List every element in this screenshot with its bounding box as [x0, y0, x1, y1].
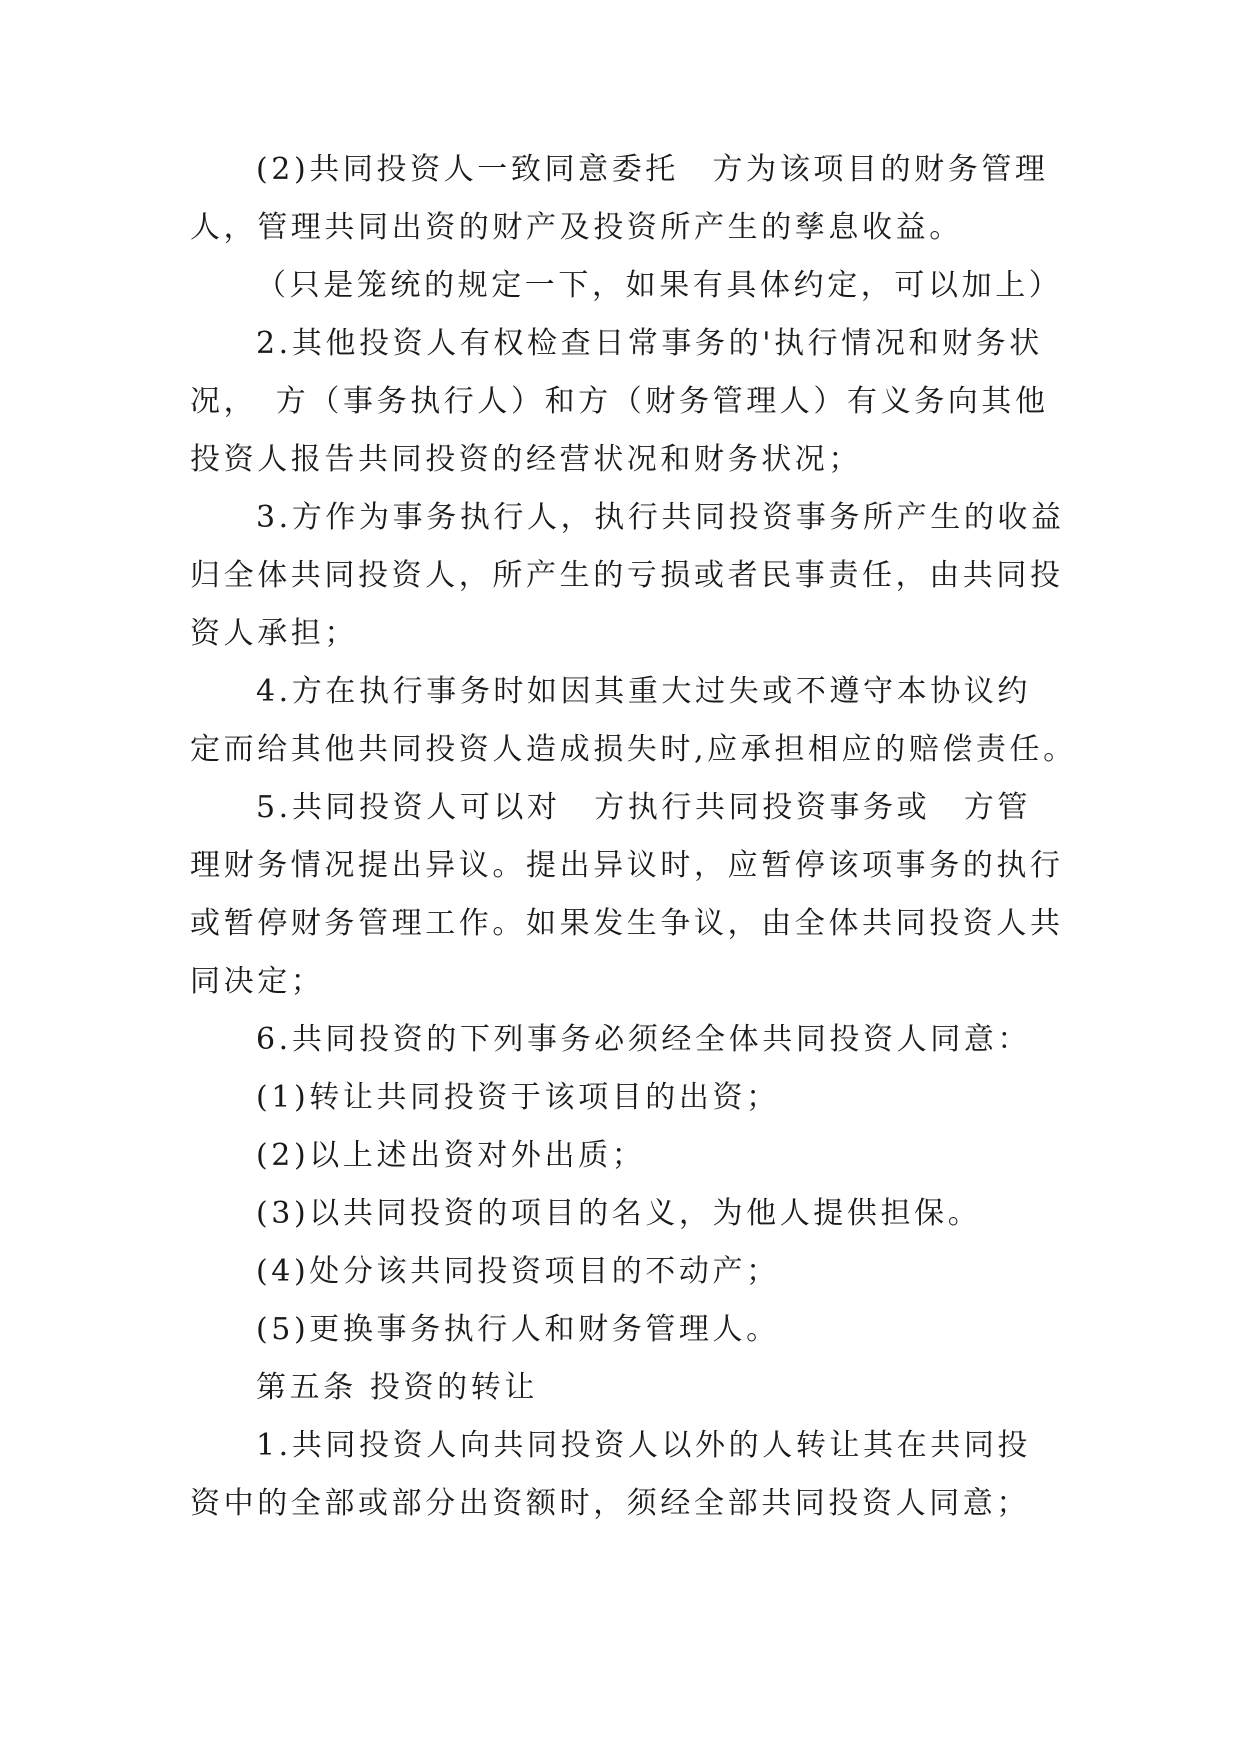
text-line: 或暂停财务管理工作。如果发生争议，由全体共同投资人共 — [190, 906, 1064, 941]
text-line: (3)以共同投资的项目的名义，为他人提供担保。 — [256, 1196, 982, 1231]
text-line: (2)共同投资人一致同意委托 方为该项目的财务管理 — [256, 152, 1049, 187]
text-line: 3.方作为事务执行人，执行共同投资事务所产生的收益 — [256, 500, 1065, 535]
text-line: 理财务情况提出异议。提出异议时，应暂停该项事务的执行 — [190, 848, 1064, 883]
section-heading: 第五条 投资的转让 — [256, 1370, 538, 1405]
text-line: 资中的全部或部分出资额时，须经全部共同投资人同意； — [190, 1486, 1030, 1521]
text-line: 4.方在执行事务时如因其重大过失或不遵守本协议约 — [256, 674, 1032, 709]
text-line: （只是笼统的规定一下，如果有具体约定，可以加上） — [256, 268, 1063, 303]
text-line: 资人承担； — [190, 616, 358, 651]
text-line: 况， 方（事务执行人）和方（财务管理人）有义务向其他 — [190, 384, 1049, 419]
text-line: 6.共同投资的下列事务必须经全体共同投资人同意： — [256, 1022, 1032, 1057]
text-line: (1)转让共同投资于该项目的出资； — [256, 1080, 780, 1115]
text-line: 人，管理共同出资的财产及投资所产生的孳息收益。 — [190, 210, 963, 245]
text-line: (5)更换事务执行人和财务管理人。 — [256, 1312, 780, 1347]
text-line: 同决定； — [190, 964, 325, 999]
text-line: 归全体共同投资人，所产生的亏损或者民事责任，由共同投 — [190, 558, 1064, 593]
text-line: 5.共同投资人可以对 方执行共同投资事务或 方管 — [256, 790, 1032, 825]
text-line: 1.共同投资人向共同投资人以外的人转让其在共同投 — [256, 1428, 1032, 1463]
text-line: (2)以上述出资对外出质； — [256, 1138, 646, 1173]
text-line: (4)处分该共同投资项目的不动产； — [256, 1254, 780, 1289]
text-line: 投资人报告共同投资的经营状况和财务状况； — [190, 442, 862, 477]
text-line: 定而给其他共同投资人造成损失时,应承担相应的赔偿责任。 — [190, 732, 1077, 767]
text-line: 2.其他投资人有权检查日常事务的'执行情况和财务状 — [256, 326, 1043, 361]
